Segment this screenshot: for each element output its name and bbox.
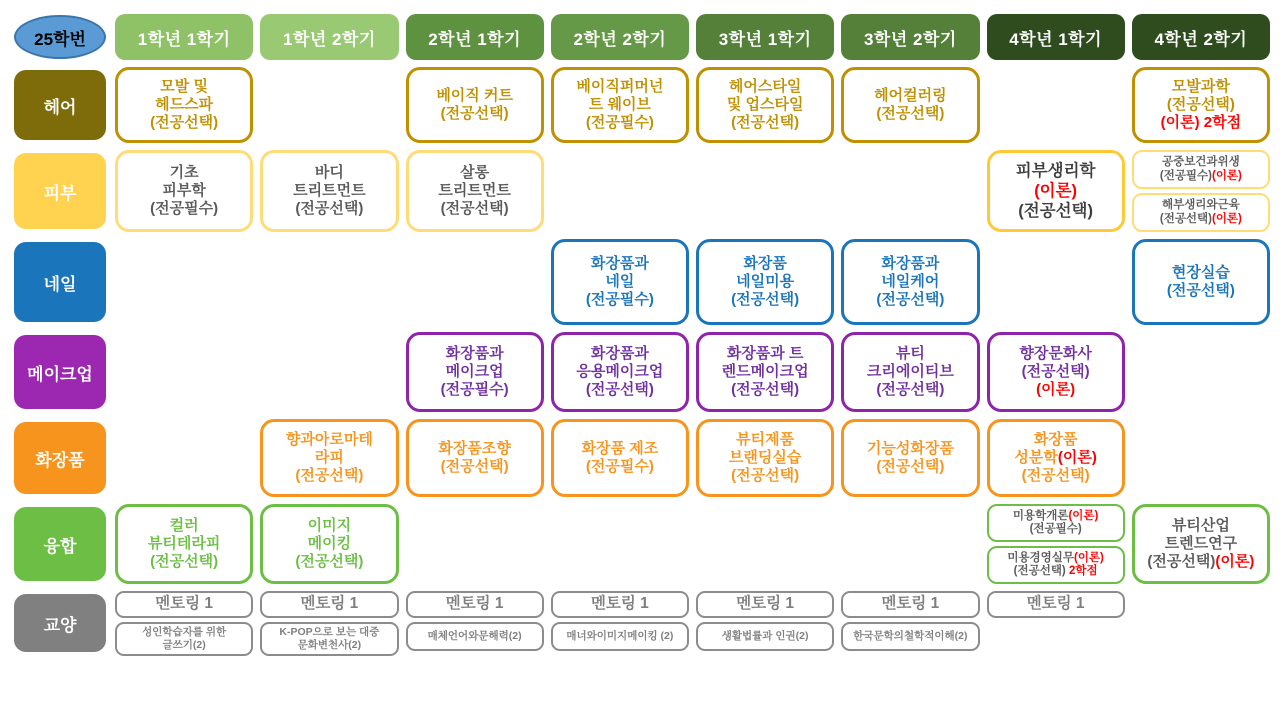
cell-slot-hair-7 [987,67,1125,143]
cell-slot-liberal-arts-7 [987,591,1125,655]
cell-slot-liberal-arts-3 [406,591,544,655]
cell-slot-skin-3 [406,150,544,232]
course-cell: 미용경영실무(이론) (전공선택) 2학점 [987,546,1125,584]
cell-slot-nail-5 [696,239,834,325]
row-label-hair: 헤어 [14,70,106,140]
cell-slot-convergence-8 [1132,504,1270,584]
cell-slot-nail-8 [1132,239,1270,325]
mentoring-cell: 멘토링 1 [406,591,544,618]
cell-slot-liberal-arts-1 [115,591,253,655]
cell-slot-convergence-6 [841,504,979,584]
cell-slot-cosmetics-2 [260,419,398,497]
course-cell: 뷰티산업 트렌드연구 (전공선택)(이론) [1132,504,1270,584]
course-cell: 모발과학 (전공선택) (이론) 2학점 [1132,67,1270,143]
cell-slot-skin-6 [841,150,979,232]
mentoring-cell: 멘토링 1 [115,591,253,618]
cell-slot-skin-5 [696,150,834,232]
cell-slot-makeup-2 [260,332,398,412]
row-label-nail: 네일 [14,242,106,322]
cell-slot-liberal-arts-2 [260,591,398,655]
course-cell: 헤어컬러링 (전공선택) [841,67,979,143]
cell-slot-convergence-2 [260,504,398,584]
course-cell: 화장품과 메이크업 (전공필수) [406,332,544,412]
cell-slot-skin-8 [1132,150,1270,232]
cell-slot-makeup-3 [406,332,544,412]
column-header-6: 3학년 2학기 [841,14,979,60]
cell-slot-liberal-arts-8 [1132,591,1270,655]
course-cell: 피부생리학 (이론) (전공선택) [987,150,1125,232]
column-header-7: 4학년 1학기 [987,14,1125,60]
course-cell: 기능성화장품 (전공선택) [841,419,979,497]
course-cell: 화장품과 네일케어 (전공선택) [841,239,979,325]
liberal-course-cell: K-POP으로 보는 대중 문화변천사(2) [260,622,398,656]
cell-slot-nail-2 [260,239,398,325]
cell-slot-hair-1 [115,67,253,143]
cell-slot-cosmetics-5 [696,419,834,497]
cell-slot-cosmetics-4 [551,419,689,497]
column-header-3: 2학년 1학기 [406,14,544,60]
course-cell: 헤어스타일 및 업스타일 (전공선택) [696,67,834,143]
row-label-liberal-arts: 교양 [14,594,106,652]
cell-slot-liberal-arts-4 [551,591,689,655]
cell-slot-makeup-4 [551,332,689,412]
mentoring-cell: 멘토링 1 [260,591,398,618]
row-label-convergence: 융합 [14,507,106,581]
liberal-course-cell: 생활법률과 인권(2) [696,622,834,651]
course-cell: 공중보건과위생 (전공필수)(이론) [1132,150,1270,189]
cohort-badge: 25학번 [14,15,106,59]
column-header-8: 4학년 2학기 [1132,14,1270,60]
row-label-makeup: 메이크업 [14,335,106,409]
cell-slot-nail-4 [551,239,689,325]
course-cell: 뷰티 크리에이티브 (전공선택) [841,332,979,412]
cell-slot-convergence-3 [406,504,544,584]
mentoring-cell: 멘토링 1 [987,591,1125,618]
course-cell: 향과아로마테 라피 (전공선택) [260,419,398,497]
course-cell: 화장품과 트 렌드메이크업 (전공선택) [696,332,834,412]
cell-slot-hair-6 [841,67,979,143]
cell-slot-convergence-1 [115,504,253,584]
cell-slot-nail-1 [115,239,253,325]
course-cell: 미용학개론(이론) (전공필수) [987,504,1125,542]
cell-slot-hair-8 [1132,67,1270,143]
course-cell: 화장품 성분학(이론) (전공선택) [987,419,1125,497]
cell-slot-convergence-7 [987,504,1125,584]
course-cell: 바디 트리트먼트 (전공선택) [260,150,398,232]
course-cell: 베이직 커트 (전공선택) [406,67,544,143]
cell-slot-makeup-5 [696,332,834,412]
cell-slot-cosmetics-1 [115,419,253,497]
course-cell: 컬러 뷰티테라피 (전공선택) [115,504,253,584]
cell-slot-liberal-arts-5 [696,591,834,655]
column-header-5: 3학년 1학기 [696,14,834,60]
column-header-2: 1학년 2학기 [260,14,398,60]
row-label-cosmetics: 화장품 [14,422,106,494]
course-cell: 모발 및 헤드스파 (전공선택) [115,67,253,143]
mentoring-cell: 멘토링 1 [841,591,979,618]
cell-slot-hair-3 [406,67,544,143]
course-cell: 해부생리와근육 (전공선택)(이론) [1132,193,1270,232]
cell-slot-hair-4 [551,67,689,143]
cell-slot-skin-4 [551,150,689,232]
course-cell: 향장문화사 (전공선택) (이론) [987,332,1125,412]
cell-slot-cosmetics-3 [406,419,544,497]
liberal-course-cell: 매너와이미지메이킹 (2) [551,622,689,651]
liberal-course-cell: 성인학습자를 위한 글쓰기(2) [115,622,253,656]
course-cell: 화장품 제조 (전공필수) [551,419,689,497]
course-cell: 화장품 네일미용 (전공선택) [696,239,834,325]
course-cell: 살롱 트리트먼트 (전공선택) [406,150,544,232]
cell-slot-liberal-arts-6 [841,591,979,655]
liberal-course-cell: 매체언어와문해력(2) [406,622,544,651]
course-cell: 베이직퍼머넌 트 웨이브 (전공필수) [551,67,689,143]
cell-slot-hair-2 [260,67,398,143]
cell-slot-nail-6 [841,239,979,325]
cell-slot-skin-7 [987,150,1125,232]
cell-slot-makeup-6 [841,332,979,412]
cell-slot-cosmetics-8 [1132,419,1270,497]
cell-slot-convergence-4 [551,504,689,584]
course-cell: 뷰티제품 브랜딩실습 (전공선택) [696,419,834,497]
column-header-4: 2학년 2학기 [551,14,689,60]
cell-slot-nail-3 [406,239,544,325]
cell-slot-makeup-8 [1132,332,1270,412]
course-cell: 이미지 메이킹 (전공선택) [260,504,398,584]
course-cell: 기초 피부학 (전공필수) [115,150,253,232]
cell-slot-makeup-7 [987,332,1125,412]
mentoring-cell: 멘토링 1 [696,591,834,618]
row-label-skin: 피부 [14,153,106,229]
cell-slot-convergence-5 [696,504,834,584]
course-cell: 현장실습 (전공선택) [1132,239,1270,325]
cell-slot-cosmetics-7 [987,419,1125,497]
cell-slot-nail-7 [987,239,1125,325]
cell-slot-skin-2 [260,150,398,232]
course-cell: 화장품과 응용메이크업 (전공선택) [551,332,689,412]
cell-slot-hair-5 [696,67,834,143]
cell-slot-cosmetics-6 [841,419,979,497]
column-header-1: 1학년 1학기 [115,14,253,60]
mentoring-cell: 멘토링 1 [551,591,689,618]
course-cell: 화장품조향 (전공선택) [406,419,544,497]
course-cell: 화장품과 네일 (전공필수) [551,239,689,325]
cell-slot-makeup-1 [115,332,253,412]
liberal-course-cell: 한국문학의철학적이해(2) [841,622,979,651]
cell-slot-skin-1 [115,150,253,232]
